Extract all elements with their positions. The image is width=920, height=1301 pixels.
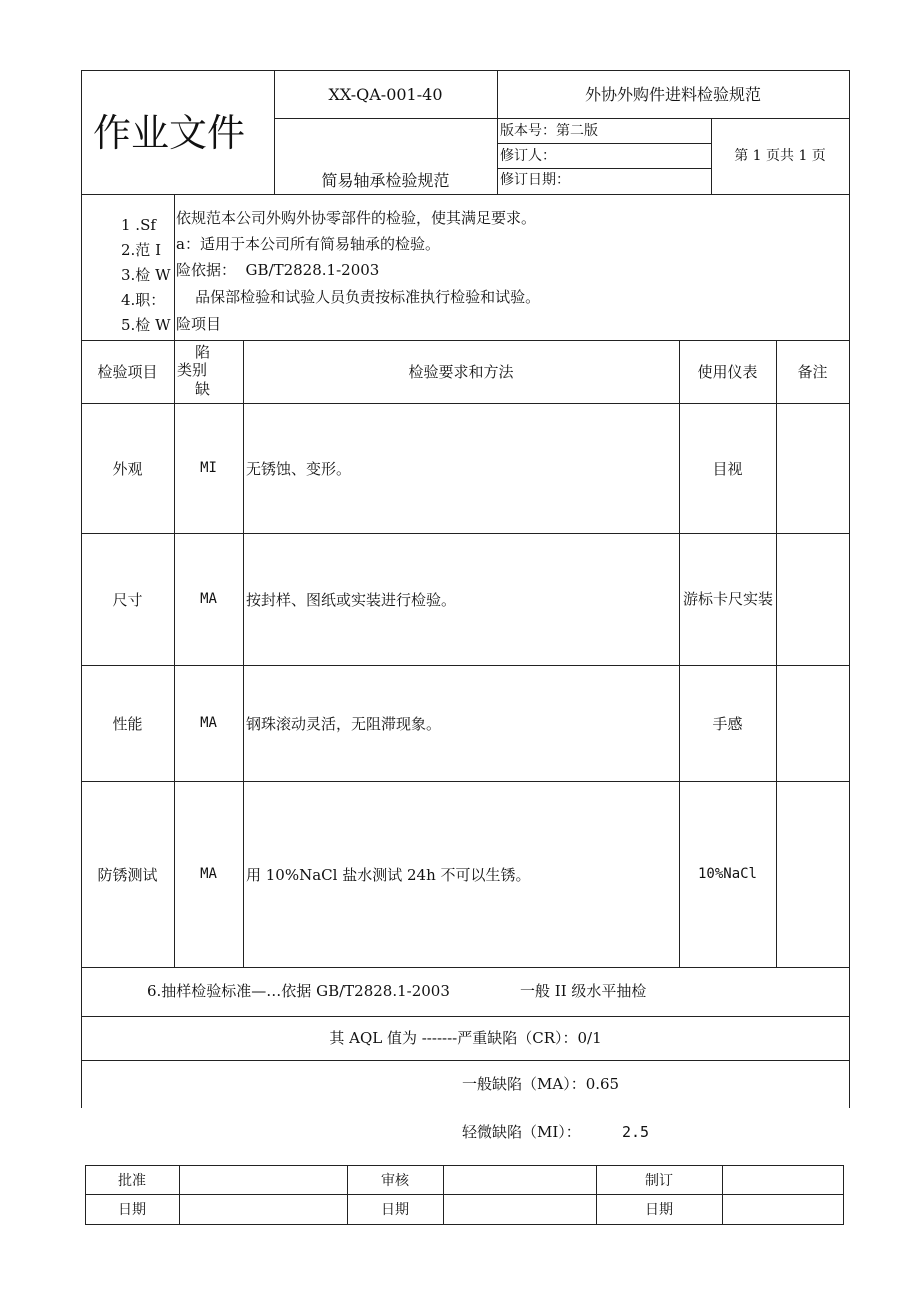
prepare-date-field[interactable] — [722, 1194, 843, 1224]
header-mid-border — [274, 118, 850, 119]
approve-label: 批准 — [118, 1172, 146, 1189]
intro-number-1: 1 .Sf — [121, 216, 156, 234]
sampling-standard: 6.抽样检验标准—…依据 GB/T2828.1-2003 — [147, 982, 450, 1000]
row-defect: MI — [200, 460, 217, 476]
row-remark — [776, 533, 849, 665]
aql-minor-label: 轻微缺陷（MI）： — [462, 1123, 581, 1141]
row-defect: MA — [200, 866, 217, 882]
sampling-border-1 — [81, 1016, 850, 1017]
header-row2-border — [497, 168, 711, 169]
outer-right-border — [849, 70, 850, 1108]
prepare-field[interactable] — [722, 1165, 843, 1194]
intro-text-1: 依规范本公司外购外协零部件的检验，使其满足要求。 — [176, 209, 537, 227]
review-date-label: 日期 — [381, 1202, 409, 1218]
row-method: 用 10%NaCl 盐水测试 24h 不可以生锈。 — [246, 865, 531, 884]
row-item: 防锈测试 — [97, 865, 158, 884]
sampling-border-2 — [81, 1060, 850, 1061]
intro-number-5: 5.检 W — [121, 316, 171, 334]
row-item: 外观 — [112, 459, 143, 478]
aql-critical: 其 AQL 值为 -------严重缺陷（CR）：0/1 — [329, 1029, 602, 1047]
row-instrument: 手感 — [712, 714, 743, 733]
intro-number-3: 3.检 W — [121, 266, 171, 284]
table-col-2 — [243, 340, 244, 967]
header-item: 检验项目 — [97, 363, 158, 381]
page-info: 第 1 页共 1 页 — [734, 148, 826, 164]
intro-number-4: 4.职： — [121, 291, 166, 309]
intro-text-5: 险项目 — [176, 315, 222, 333]
approve-date-label: 日期 — [118, 1202, 146, 1218]
row-defect: MA — [200, 591, 217, 607]
review-field[interactable] — [443, 1165, 596, 1194]
row-remark — [776, 781, 849, 967]
table-row-border-4 — [81, 967, 850, 968]
header-method: 检验要求和方法 — [408, 363, 514, 381]
prepare-date-label: 日期 — [645, 1202, 673, 1218]
header-row1-border — [497, 143, 711, 144]
doc-code: XX-QA-001-40 — [328, 85, 443, 104]
reviser-label: 修订人： — [500, 148, 556, 164]
header-bottom-border — [81, 194, 850, 195]
intro-divider — [174, 194, 175, 340]
row-instrument: 目视 — [712, 459, 743, 478]
row-method: 无锈蚀、变形。 — [246, 459, 352, 478]
row-method: 钢珠滚动灵活，无阻滞现象。 — [246, 714, 442, 733]
aql-minor-value: 2.5 — [622, 1123, 650, 1141]
approve-date-field[interactable] — [179, 1194, 347, 1224]
header-defect-bot: 缺 — [195, 380, 211, 398]
revise-date-label: 修订日期： — [500, 172, 570, 188]
approve-field[interactable] — [179, 1165, 347, 1194]
sampling-level: 一般 II 级水平抽检 — [520, 982, 647, 1000]
prepare-label: 制订 — [645, 1172, 673, 1189]
version-label: 版本号：第二版 — [500, 123, 598, 139]
row-defect: MA — [200, 715, 217, 731]
header-remark: 备注 — [797, 363, 828, 381]
row-method: 按封样、图纸或实装进行检验。 — [246, 590, 457, 609]
header-defect-top: 陷 — [195, 343, 211, 361]
header-instrument: 使用仪表 — [697, 363, 758, 381]
intro-text-4: 品保部检验和试验人员负责按标准执行检验和试验。 — [176, 288, 541, 306]
intro-text-3: 险依据： GB/T2828.1-2003 — [176, 261, 380, 279]
review-label: 审核 — [381, 1172, 409, 1189]
row-instrument: 10%NaCl — [697, 866, 757, 882]
signoff-bottom-border — [85, 1224, 844, 1225]
row-remark — [776, 665, 849, 781]
spec-title: 外协外购件进料检验规范 — [584, 85, 761, 104]
header-defect-mid: 类别 — [177, 361, 208, 379]
intro-number-2: 2.范 I — [121, 241, 162, 259]
intro-text-2: a：适用于本公司所有简易轴承的检验。 — [176, 235, 440, 253]
signoff-col-6 — [843, 1165, 844, 1224]
sub-title: 简易轴承检验规范 — [321, 171, 450, 190]
review-date-field[interactable] — [443, 1194, 596, 1224]
row-item: 性能 — [112, 714, 143, 733]
header-top-border — [81, 70, 850, 71]
aql-major: 一般缺陷（MA）：0.65 — [462, 1075, 620, 1093]
doc-type-title: 作业文件 — [93, 111, 246, 155]
row-remark — [776, 403, 849, 533]
row-instrument: 游标卡尺实装 — [682, 589, 773, 608]
row-item: 尺寸 — [112, 590, 143, 609]
